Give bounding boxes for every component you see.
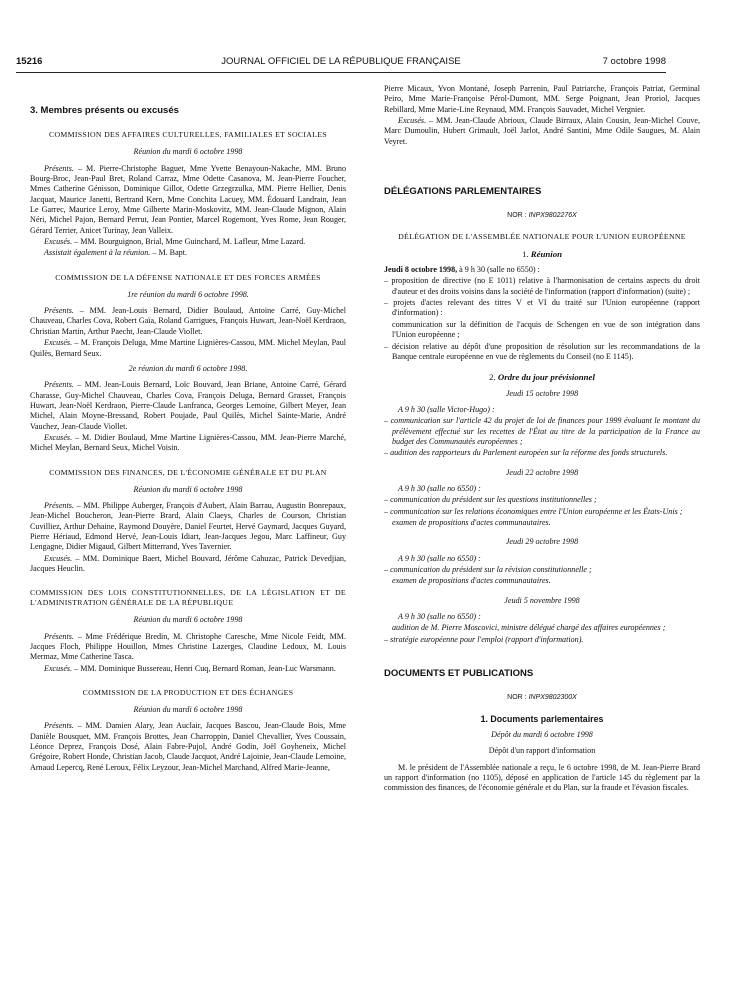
excused-paragraph bbox=[30, 338, 346, 359]
meeting-date: Réunion du mardi 6 octobre 1998 bbox=[133, 484, 243, 494]
present-paragraph bbox=[30, 632, 346, 663]
delegation-name: DÉLÉGATION DE L'ASSEMBLÉE NATIONALE POUR L'UNION EUROPÉENNE bbox=[398, 231, 686, 241]
excused-paragraph bbox=[384, 116, 700, 147]
present-paragraph bbox=[30, 306, 346, 337]
present-list: – MM. Damien Alary, Jean Auclair, Jacques Bascou, Jean-Claude Bois, Mme Danièle Bousquet, MM. François Brottes, Jean Charroppin, Daniel Chevallier, Yves Coussain, Léonce Deprez, François Dosé, Alain Fabre-Pujol, André Godin, Joël Goyheneix, Michel Grégoire, Robert Honde, Christian Jacob, Claude Jacquot, André Lajoinie, Jean-Claude Lemoine, Arnaud Lepercq, René Leroux, Félix Leyzour, Jean-Michel Marchand, Alfred Marie-Jeanne, bbox=[30, 721, 347, 772]
present-paragraph bbox=[30, 721, 346, 773]
commission-title: COMMISSION DES FINANCES, DE L'ÉCONOMIE GÉNÉRALE ET DU PLAN bbox=[49, 467, 327, 477]
nor-reference bbox=[384, 693, 700, 703]
commission-title: COMMISSION DES LOIS CONSTITUTIONNELLES, DE LA LÉGISLATION ET DE L'ADMINISTRATION GÉNÉRALE DE LA RÉPUBLIQUE bbox=[30, 588, 346, 608]
agenda-item: audition de M. Pierre Moscovici, ministre délégué chargé des affaires européennes ; bbox=[392, 623, 666, 633]
excused-label: Excusés. bbox=[44, 553, 73, 563]
nor-code: INPX9802300X bbox=[528, 694, 577, 702]
excused-list: – MM. Dominique Bussereau, Henri Cuq, Bernard Roman, Jean-Luc Warsmann. bbox=[72, 663, 336, 673]
meeting-date: 1re réunion du mardi 6 octobre 1998. bbox=[127, 289, 249, 299]
excused-list: – M. François Deluga, Mme Martine Lignières-Cassou, MM. Michel Meylan, Paul Quilès, Bernard Seux. bbox=[30, 338, 346, 358]
present-list: – M. Pierre-Christophe Baguet, Mme Yvette Benayoun-Nakache, MM. Bruno Bourg-Broc, Jean-Paul Bret, Roland Carraz, Mme Odette Casanova, M. Jean-Pierre Foucher, Mmes Catherine Génisson, Dominique Gillot, Odette Grzegrzulka, MM. Pierre Hellier, Denis Jacquat, Maurice Janetti, Bertrand Kern, Mme Conchita Lacuey, MM. Édouard Landrain, Jean Le Garrec, Maurice Leroy, Mme Gilberte Marin-Moskovitz, MM. Jean-Claude Mignon, Alain Néri, Michel Pajon, Bernard Perrut, Jean Pontier, Marcel Rogemont, Yves Rome, Jean Rouger, Gérard Terrier, Anicet Turinay, Jean Valleix. bbox=[30, 163, 346, 235]
present-label: Présents. bbox=[44, 163, 74, 173]
header-rule bbox=[16, 72, 666, 73]
agenda-item: – audition des rapporteurs du Parlement européen sur la réforme des fonds structurels. bbox=[384, 448, 668, 458]
present-label: Présents. bbox=[44, 306, 74, 316]
agenda-item: – communication sur les relations économiques entre l'Union européenne et les États-Unis ; bbox=[384, 506, 683, 516]
present-label: Présents. bbox=[44, 500, 74, 510]
section-title: DÉLÉGATIONS PARLEMENTAIRES bbox=[384, 186, 542, 198]
commission-title: COMMISSION DE LA PRODUCTION ET DES ÉCHANGES bbox=[82, 688, 294, 698]
assist-list: – M. Bapt. bbox=[150, 248, 187, 258]
present-list-continued: Pierre Micaux, Yvon Montané, Joseph Parrenin, Paul Patriarche, François Patriat, Germinal Peiro, Mme Marie-Françoise Pérol-Dumont, MM. Serge Poignant, Jean Proriol, Jacques Rebillard, Mme Marie-Line Reynaud, MM. François Sauvadet, Michel Vergnier. bbox=[384, 84, 700, 114]
excused-paragraph bbox=[30, 237, 346, 247]
agenda-date: Jeudi 29 octobre 1998 bbox=[505, 537, 579, 547]
agenda-time: A 9 h 30 (salle no 6550) : bbox=[398, 483, 481, 493]
excused-list: – MM. Jean-Claude Abrioux, Claude Birraux, Alain Cousin, Jean-Michel Couve, Marc Dumoulin, Hubert Grimault, Joël Jarlot, André Santini, Mme Odile Saugues, M. Alain Veyret. bbox=[384, 116, 700, 146]
issue-date: 7 octobre 1998 bbox=[602, 56, 666, 67]
excused-label: Excusés. bbox=[44, 663, 73, 673]
agenda-item: – projets d'actes relevant des titres V et VI du traité sur l'Union européenne (rapport d'information) : bbox=[384, 298, 700, 318]
agenda-time: A 9 h 30 (salle Victor-Hugo) : bbox=[398, 404, 495, 414]
present-list: – MM. Jean-Louis Bernard, Didier Boulaud, Antoine Carré, Guy-Michel Chauveau, Charles Cova, Robert Gaïa, Roland Garrigues, François Huwart, Jean-Noël Kerdraon, Christian Martin, Arthur Paecht, Jean-Claude Viollet. bbox=[30, 306, 346, 336]
commission-title: COMMISSION DE LA DÉFENSE NATIONALE ET DES FORCES ARMÉES bbox=[55, 272, 321, 282]
nor-reference bbox=[384, 211, 700, 221]
subsection-heading: 1. Documents parlementaires bbox=[480, 713, 604, 724]
present-paragraph bbox=[30, 501, 346, 553]
present-paragraph bbox=[30, 380, 346, 432]
deposit-text: M. le président de l'Assemblée nationale a reçu, le 6 octobre 1998, de M. Jean-Pierre Brard un rapport d'information (no 1105), déposé en application de l'article 145 du règlement par la commission des finances, de l'économie générale et du Plan, sur la fraude et l'évasion fiscales. bbox=[384, 762, 700, 793]
agenda-item: – communication du président sur les questions institutionnelles ; bbox=[384, 495, 597, 505]
present-list: – MM. Philippe Auberger, François d'Aubert, Alain Barrau, Augustin Bonrepaux, Jean-Michel Boucheron, Jean-Pierre Brard, Alain Claeys, Charles de Courson, Christian Cuvilliez, Arthur Dehaine, Raymond Douyère, Daniel Feurtet, Hervé Gaymard, Jacques Guyard, Pierre Hériaud, Edmond Hervé, Jean-Louis Idiart, Jean-Jacques Jegou, Marc Laffineur, Guy Lengagne, Didier Migaud, Gilbert Mitterrand, Yves Tavernier. bbox=[30, 500, 346, 552]
excused-label: Excusés. bbox=[44, 338, 73, 348]
agenda-date: Jeudi 22 octobre 1998 bbox=[505, 467, 579, 477]
agenda-item: – proposition de directive (no E 1011) relative à l'harmonisation de certains aspects du droit d'auteur et des droits voisins dans la société de l'information (rapport d'information) (suite) ; bbox=[384, 276, 700, 296]
agenda-date: Jeudi 5 novembre 1998 bbox=[504, 595, 580, 605]
present-label: Présents. bbox=[44, 631, 74, 641]
agenda-time: A 9 h 30 (salle no 6550) : bbox=[398, 612, 481, 622]
excused-list: – M. Didier Boulaud, Mme Martine Lignières-Cassou, MM. Jean-Pierre Marché, Michel Meylan, Bernard Seux, Michel Voisin. bbox=[30, 432, 346, 453]
subsection-heading bbox=[384, 372, 700, 382]
meeting-date: Réunion du mardi 6 octobre 1998 bbox=[133, 615, 243, 625]
agenda-time: A 9 h 30 (salle no 6550) : bbox=[398, 553, 481, 563]
subsection-heading bbox=[384, 249, 700, 259]
agenda-item: examen de propositions d'actes communautaires. bbox=[392, 576, 551, 586]
excused-paragraph bbox=[30, 664, 346, 674]
right-column bbox=[384, 84, 700, 795]
excused-paragraph bbox=[30, 554, 346, 575]
excused-list: – MM. Dominique Baert, Michel Bouvard, Jérôme Cahuzac, Patrick Devedjian, Jacques Heuclin. bbox=[30, 553, 346, 573]
assist-paragraph bbox=[30, 248, 346, 258]
meeting-time: à 9 h 30 (salle no 6550) : bbox=[457, 265, 540, 275]
assist-label: Assistait également à la réunion. bbox=[44, 248, 151, 258]
agenda-item: – communication du président sur la révision constitutionnelle ; bbox=[384, 565, 592, 574]
meeting-day: Jeudi 8 octobre 1998, bbox=[384, 265, 458, 275]
section-title: DOCUMENTS ET PUBLICATIONS bbox=[384, 668, 534, 680]
agenda-item: communication sur la définition de l'acquis de Schengen en vue de son intégration dans l'Union européenne ; bbox=[392, 319, 700, 340]
section-title: 3. Membres présents ou excusés bbox=[30, 105, 179, 116]
page-number: 15216 bbox=[16, 56, 43, 67]
heading-number: 2. bbox=[489, 372, 498, 383]
present-paragraph bbox=[30, 164, 346, 236]
present-label: Présents. bbox=[44, 380, 74, 390]
present-list: – MM. Jean-Louis Bernard, Loïc Bouvard, Jean Briane, Antoine Carré, Gérard Charasse, Guy-Michel Chauveau, Charles Cova, François Deluga, Bernard Grasset, François Huwart, Jean-Noël Kerdraon, Pierre-Claude Lanfranca, Georges Lemoine, Gilbert Meyer, Jean Michel, Alain Moyne-Bressand, Robert Poujade, Paul Quilès, Michel Sainte-Marie, André Vauchez, Jean-Claude Viollet. bbox=[30, 380, 346, 431]
heading-text: Ordre du jour prévisionnel bbox=[497, 372, 595, 383]
meeting-date: Réunion du mardi 6 octobre 1998 bbox=[133, 705, 243, 715]
excused-label: Excusés. bbox=[398, 116, 427, 126]
excused-list: – MM. Bourguignon, Brial, Mme Guinchard, M. Lafleur, Mme Lazard. bbox=[72, 237, 306, 247]
running-header bbox=[16, 56, 666, 70]
excused-paragraph bbox=[30, 433, 346, 454]
nor-label: NOR : bbox=[507, 212, 529, 220]
heading-number: 1. bbox=[521, 248, 531, 259]
agenda-item: – stratégie européenne pour l'emploi (rapport d'information). bbox=[384, 634, 584, 644]
deposit-date: Dépôt du mardi 6 octobre 1998 bbox=[491, 730, 593, 740]
journal-title: JOURNAL OFFICIEL DE LA RÉPUBLIQUE FRANÇAISE bbox=[221, 56, 461, 67]
agenda-item: examen de propositions d'actes communautaires. bbox=[392, 517, 551, 527]
meeting-date: 2e réunion du mardi 6 octobre 1998. bbox=[128, 363, 248, 373]
agenda-item: – communication sur l'article 42 du projet de loi de finances pour 1999 évaluant le montant du prélèvement effectué sur les recettes de l'État au titre de la participation de la France au budget des Communautés européennes ; bbox=[384, 416, 700, 446]
excused-label: Excusés. bbox=[44, 432, 73, 442]
present-list: – Mme Frédérique Bredin, M. Christophe Caresche, Mme Nicole Feidt, MM. Jacques Floch, Philippe Houillon, Mmes Christine Lazerges, Claudine Ledoux, M. Louis Mermaz, Mme Catherine Tasca. bbox=[30, 631, 346, 662]
nor-label: NOR : bbox=[507, 694, 529, 702]
agenda-date: Jeudi 15 octobre 1998 bbox=[505, 388, 579, 398]
deposit-title: Dépôt d'un rapport d'information bbox=[488, 746, 596, 756]
left-column bbox=[30, 84, 346, 774]
meeting-date: Réunion du mardi 6 octobre 1998 bbox=[133, 147, 243, 157]
heading-text: Réunion bbox=[530, 248, 563, 259]
excused-label: Excusés. bbox=[44, 237, 73, 247]
commission-title: COMMISSION DES AFFAIRES CULTURELLES, FAMILIALES ET SOCIALES bbox=[49, 130, 327, 140]
nor-code: INPX9802276X bbox=[528, 212, 577, 220]
present-label: Présents. bbox=[44, 721, 74, 731]
meeting-line bbox=[384, 265, 700, 275]
agenda-item: – décision relative au dépôt d'une proposition de résolution sur les recommandations de la Banque centrale européenne en vue de règlements du Conseil (no E 1145). bbox=[384, 341, 700, 361]
